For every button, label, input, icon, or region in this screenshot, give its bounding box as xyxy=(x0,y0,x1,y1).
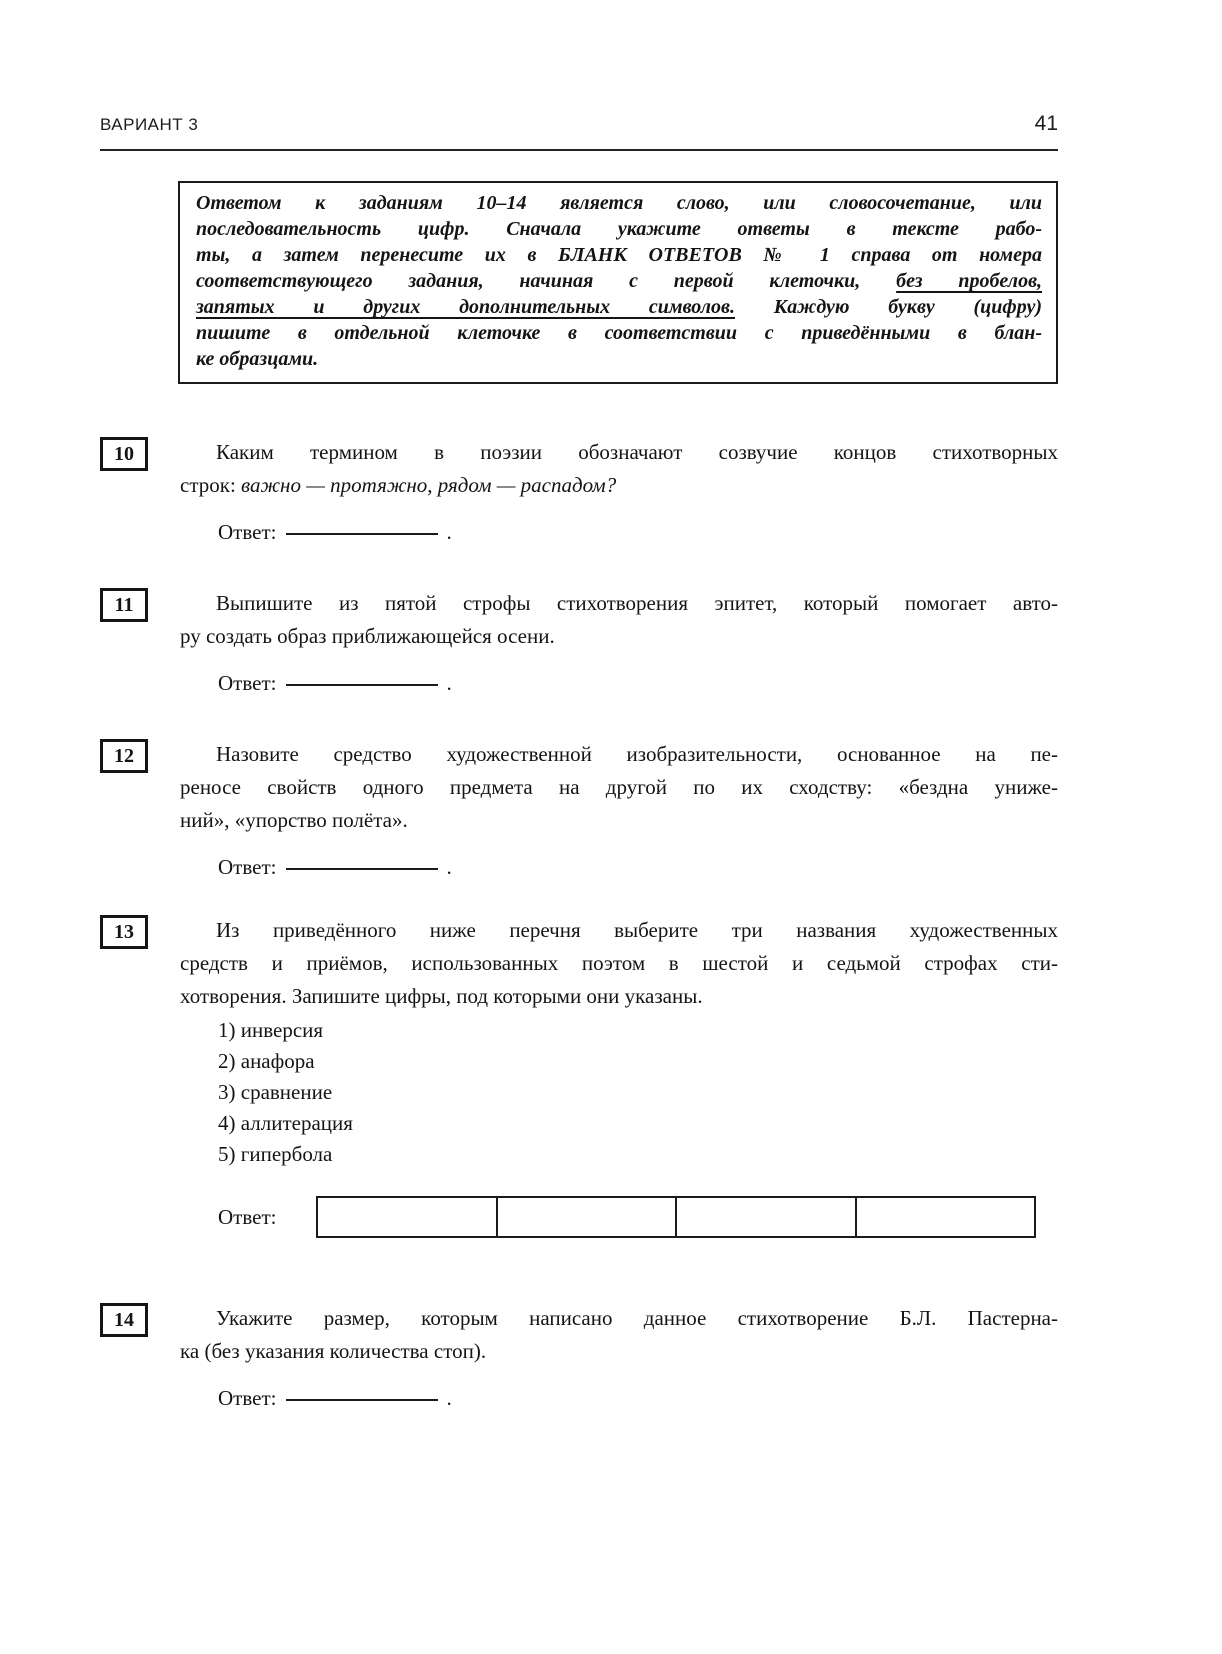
answer-row xyxy=(218,1382,1058,1415)
option-item: 3) сравнение xyxy=(218,1080,333,1104)
answer-period: . xyxy=(446,1386,452,1410)
question-text xyxy=(180,738,1058,837)
answer-row xyxy=(218,1196,1058,1238)
text-line: реносе свойств одного предмета на другой по их сходству: «бездна униже- xyxy=(180,775,1058,799)
question-text xyxy=(180,587,1058,653)
text-line: ка (без указания количества стоп). xyxy=(180,1339,487,1363)
question-text xyxy=(180,914,1058,1013)
question-number-box: 11 xyxy=(100,588,148,622)
question-body xyxy=(180,587,1058,700)
answer-row xyxy=(218,851,1058,884)
answer-blank[interactable] xyxy=(286,533,438,535)
text-line: ру создать образ приближающейся осени. xyxy=(180,624,555,648)
question-13 xyxy=(100,914,1058,1238)
answer-blank[interactable] xyxy=(286,684,438,686)
text-line: средств и приёмов, использованных поэтом в шестой и седьмой строфах сти- xyxy=(180,951,1058,975)
text-line: последовательность цифр. Сначала укажите ответы в тексте рабо- xyxy=(196,218,1042,240)
text-line: хотворения. Запишите цифры, под которыми они указаны. xyxy=(180,984,703,1008)
answer-cell[interactable] xyxy=(318,1198,498,1236)
question-number-box: 10 xyxy=(100,437,148,471)
answer-cell[interactable] xyxy=(857,1198,1035,1236)
question-body xyxy=(180,914,1058,1238)
answer-label: Ответ: xyxy=(218,855,277,879)
text-line: Выпишите из пятой строфы стихотворения эпитет, который помогает авто- xyxy=(216,591,1058,615)
answer-blank[interactable] xyxy=(286,868,438,870)
text-line: строк: важно — протяжно, рядом — распадом? xyxy=(180,473,617,497)
options-list xyxy=(218,1015,1058,1170)
text-line: ке образцами. xyxy=(196,348,319,370)
answer-period: . xyxy=(446,520,452,544)
question-14 xyxy=(100,1302,1058,1415)
question-body xyxy=(180,436,1058,549)
question-10 xyxy=(100,436,1058,549)
answer-blank[interactable] xyxy=(286,1399,438,1401)
text-line: Из приведённого ниже перечня выберите три названия художественных xyxy=(216,918,1058,942)
instruction-box xyxy=(178,181,1058,384)
answer-cell[interactable] xyxy=(498,1198,678,1236)
question-11 xyxy=(100,587,1058,700)
page-number: 41 xyxy=(1034,112,1058,135)
answer-table xyxy=(316,1196,1036,1238)
question-number-box: 14 xyxy=(100,1303,148,1337)
answer-label: Ответ: xyxy=(218,520,277,544)
text-line: Назовите средство художественной изобразительности, основанное на пе- xyxy=(216,742,1058,766)
option-item: 4) аллитерация xyxy=(218,1111,353,1135)
text-line: соответствующего задания, начиная с первой клеточки, без пробелов, xyxy=(196,270,1043,292)
variant-label: ВАРИАНТ 3 xyxy=(100,115,199,134)
question-number-box: 12 xyxy=(100,739,148,773)
text-line: ний», «упорство полёта». xyxy=(180,808,408,832)
question-12 xyxy=(100,738,1058,884)
question-body xyxy=(180,738,1058,884)
answer-period: . xyxy=(446,855,452,879)
option-item: 1) инверсия xyxy=(218,1018,324,1042)
answer-label: Ответ: xyxy=(218,671,277,695)
text-line: Ответом к заданиям 10–14 является слово, или словосочетание, или xyxy=(196,192,1042,214)
question-body xyxy=(180,1302,1058,1415)
text-line: ты, а затем перенесите их в БЛАНК ОТВЕТОВ № 1 справа от номера xyxy=(196,244,1042,266)
option-item: 5) гипербола xyxy=(218,1142,333,1166)
answer-label: Ответ: xyxy=(218,1386,277,1410)
text-line: запятых и других дополнительных символов. Каждую букву (цифру) xyxy=(196,296,1043,318)
question-text xyxy=(180,1302,1058,1368)
question-text xyxy=(180,436,1058,502)
answer-row xyxy=(218,516,1058,549)
answer-period: . xyxy=(446,671,452,695)
text-line: пишите в отдельной клеточке в соответствии с приведёнными в блан- xyxy=(196,322,1042,344)
option-item: 2) анафора xyxy=(218,1049,315,1073)
page xyxy=(100,0,1058,1415)
text-line: Каким термином в поэзии обозначают созвучие концов стихотворных xyxy=(216,440,1058,464)
question-number-box: 13 xyxy=(100,915,148,949)
answer-label: Ответ: xyxy=(218,1204,277,1229)
header-rule xyxy=(100,149,1058,151)
text-line: Укажите размер, которым написано данное стихотворение Б.Л. Пастерна- xyxy=(216,1306,1058,1330)
answer-cell[interactable] xyxy=(677,1198,857,1236)
answer-row xyxy=(218,667,1058,700)
page-header xyxy=(100,0,1058,136)
